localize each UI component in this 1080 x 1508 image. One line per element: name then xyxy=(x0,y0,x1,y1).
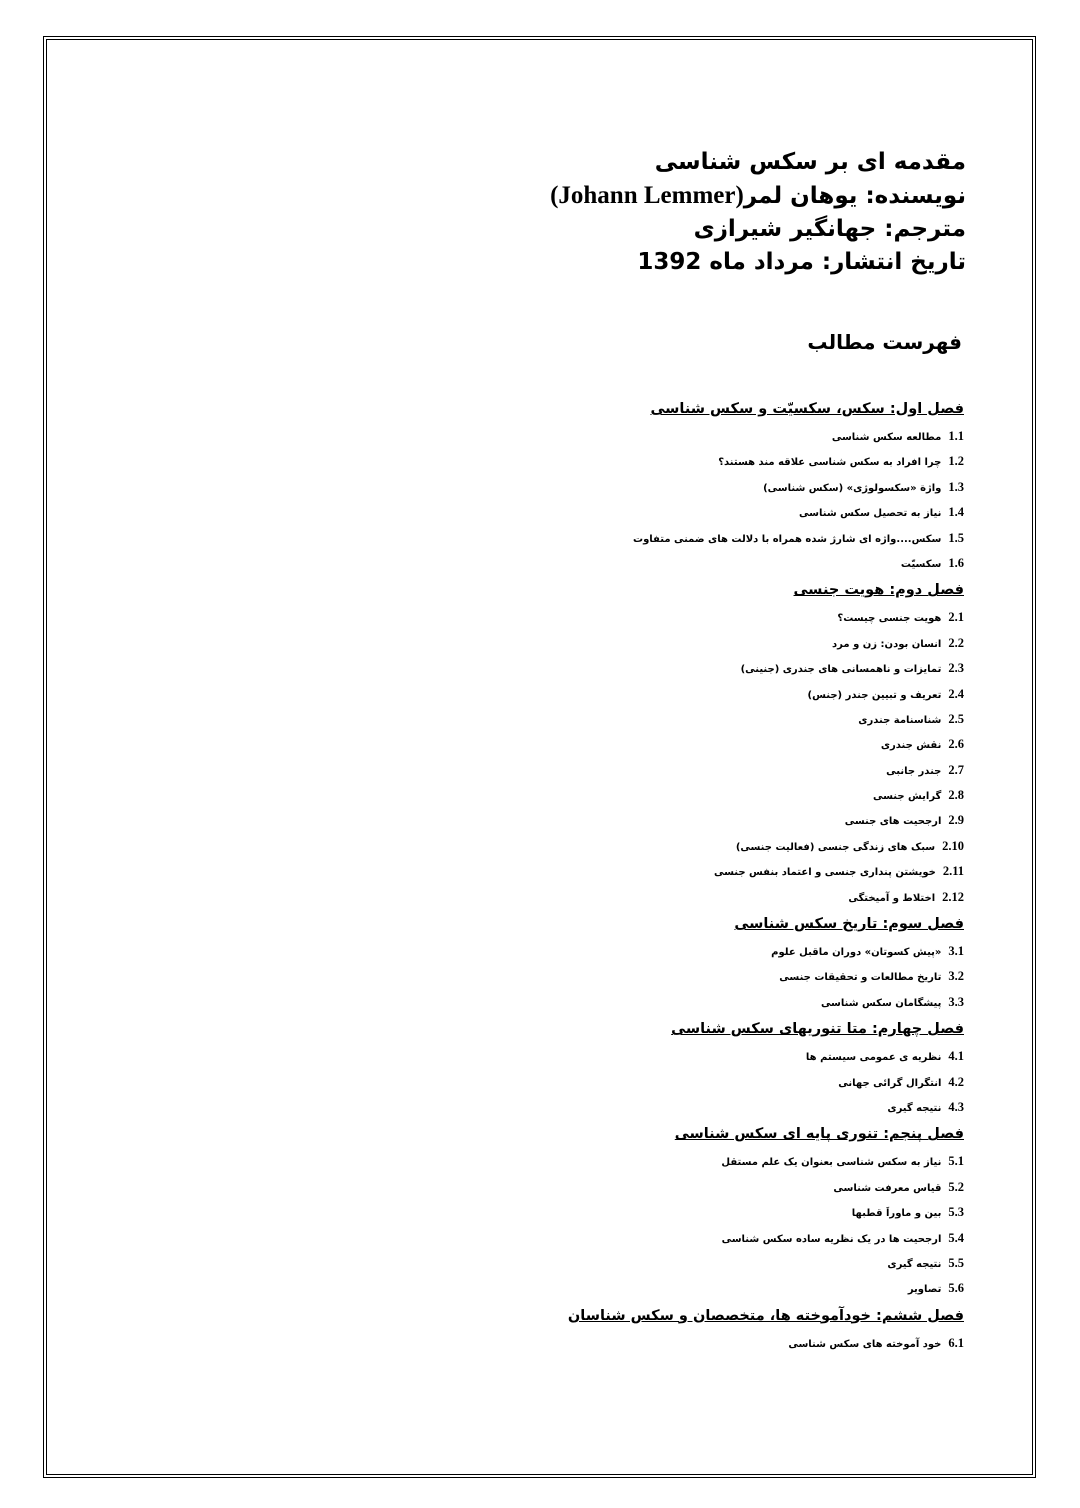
toc-entry-text: اختلاط و آمیختگی xyxy=(848,892,936,904)
book-title: مقدمه ای بر سکس شناسی xyxy=(654,149,966,175)
title-block xyxy=(550,146,966,279)
toc-entry[interactable] xyxy=(264,1251,964,1276)
toc-entry[interactable] xyxy=(264,1331,964,1356)
toc-entry-text: نقش جندری xyxy=(880,740,942,752)
toc-entry[interactable] xyxy=(264,885,964,910)
toc-entry[interactable] xyxy=(264,808,964,833)
toc-entry[interactable] xyxy=(264,1276,964,1301)
toc-entry[interactable] xyxy=(264,656,964,681)
toc-entry-text: تعریف و تبیین جندر (جنس) xyxy=(807,689,942,701)
toc-entry-number: 4.2 xyxy=(948,1074,964,1089)
toc-entry-text: نیاز به سکس شناسی بعنوان یک علم مستقل xyxy=(721,1157,942,1169)
toc-entry-number: 4.1 xyxy=(948,1049,964,1064)
toc-entry-number: 2.10 xyxy=(942,838,964,853)
toc-entry-text: واژة «سکسولوژی» (سکس شناسی) xyxy=(763,482,942,494)
toc-entry-text: انسان بودن: زن و مرد xyxy=(832,638,942,650)
toc-entry-number: 2.3 xyxy=(948,661,964,676)
toc-entry-number: 5.6 xyxy=(948,1281,964,1296)
toc-entry-number: 1.4 xyxy=(948,505,964,520)
toc-chapter-heading[interactable]: فصل اول: سکس، سکسیّت و سکس شناسی xyxy=(650,401,964,417)
toc-entry[interactable] xyxy=(264,551,964,576)
toc-entry-text: نتیجه گیری xyxy=(887,1258,942,1270)
toc-entry-number: 3.1 xyxy=(948,944,964,959)
toc-heading: فهرست مطالب xyxy=(807,330,962,354)
toc-entry-text: انتگرال گرائی جهانی xyxy=(838,1077,942,1089)
toc-chapter-heading[interactable]: فصل سوم: تاریخ سکس شناسی xyxy=(734,916,964,933)
toc-entry-number: 5.5 xyxy=(948,1255,964,1270)
toc-entry[interactable] xyxy=(264,758,964,783)
toc-entry[interactable] xyxy=(264,783,964,808)
toc-chapter-heading[interactable]: فصل چهارم: متا تنوریهای سکس شناسی xyxy=(671,1021,964,1038)
toc-entry-text: خویشتن پنداری جنسی و اعتماد بنفس جنسی xyxy=(713,867,936,879)
toc-entry-number: 6.1 xyxy=(948,1335,964,1350)
toc-entry-text: «پیش کسوتان» دوران ماقبل علوم xyxy=(771,947,942,959)
toc-entry-number: 2.12 xyxy=(942,889,964,904)
toc-entry-text: جندر جانبی xyxy=(886,765,942,777)
toc-entry[interactable] xyxy=(264,834,964,859)
toc-entry-text: نتیجه گیری xyxy=(887,1102,942,1114)
toc-entry[interactable] xyxy=(264,605,964,630)
toc-entry-text: سکسیّت xyxy=(900,558,942,570)
toc-entry-text: هویت جنسی چیست؟ xyxy=(837,613,942,625)
toc-entry[interactable] xyxy=(264,732,964,757)
toc-entry[interactable] xyxy=(264,859,964,884)
toc-entry[interactable] xyxy=(264,475,964,500)
toc-entry-number: 5.4 xyxy=(948,1230,964,1245)
toc-entry-text: نظریه ی عمومی سیستم ها xyxy=(805,1052,942,1064)
toc-entry-text: سبک های زندگی جنسی (فعالیت جنسی) xyxy=(735,841,936,853)
toc-entry[interactable] xyxy=(264,1226,964,1251)
toc-entry[interactable] xyxy=(264,964,964,989)
toc-entry-text: تصاویر xyxy=(907,1284,942,1296)
toc-entry-text: تمایزات و ناهمسانی های جندری (جنینی) xyxy=(740,664,942,676)
author-line xyxy=(550,179,966,213)
toc-chapter-heading[interactable]: فصل دوم: هویت جنسی xyxy=(793,582,964,599)
publish-date-line: تاریخ انتشار: مرداد ماه 1392 xyxy=(637,249,966,275)
toc-entry[interactable] xyxy=(264,526,964,551)
toc-entry-text: سکس....واژه ای شارژ شده همراه با دلالت های ضمنی متفاوت xyxy=(633,533,942,545)
toc-entry[interactable] xyxy=(264,682,964,707)
toc-entry-text: مطالعه سکس شناسی xyxy=(831,432,942,443)
toc-entry-number: 3.3 xyxy=(948,994,964,1009)
toc-entry-text: بین و ماوراَ قطبها xyxy=(851,1208,942,1220)
toc-entry-text: چرا افراد به سکس شناسی علاقه مند هستند؟ xyxy=(718,457,942,469)
toc-entry[interactable] xyxy=(264,939,964,964)
toc-entry[interactable] xyxy=(264,990,964,1015)
toc-entry[interactable] xyxy=(264,1095,964,1120)
translator-line: مترجم: جهانگیر شیرازی xyxy=(693,216,966,242)
toc-entry-text: قیاس معرفت شناسی xyxy=(833,1182,942,1194)
toc-chapter-heading[interactable]: فصل پنجم: تنوری پایه ای سکس شناسی xyxy=(674,1126,964,1143)
toc-entry-number: 4.3 xyxy=(948,1099,964,1114)
toc-entry[interactable] xyxy=(264,500,964,525)
toc-entry[interactable] xyxy=(264,1149,964,1174)
toc-entry-number: 2.1 xyxy=(948,610,964,625)
toc-entry[interactable] xyxy=(264,1070,964,1095)
toc-entry-number: 2.7 xyxy=(948,762,964,777)
toc-entry-number: 2.9 xyxy=(948,813,964,828)
toc-entry-number: 2.11 xyxy=(942,864,964,879)
toc-entry-number: 2.8 xyxy=(948,788,964,803)
toc-entry-number: 2.2 xyxy=(948,635,964,650)
toc-entry-number: 5.1 xyxy=(948,1154,964,1169)
toc-entry-number: 3.2 xyxy=(948,969,964,984)
toc-entry-number: 2.4 xyxy=(948,686,964,701)
toc-entry-number: 5.3 xyxy=(948,1205,964,1220)
toc-entry-text: تاریخ مطالعات و تحقیقات جنسی xyxy=(779,972,942,984)
toc-entry-number: 1.6 xyxy=(948,555,964,570)
toc-chapter-heading[interactable]: فصل ششم: خودآموخته ها، متخصصان و سکس شناسان xyxy=(567,1307,964,1324)
toc-entry-number: 5.2 xyxy=(948,1179,964,1194)
toc-entry[interactable] xyxy=(264,631,964,656)
toc-entry[interactable] xyxy=(264,1044,964,1069)
table-of-contents xyxy=(264,395,964,1356)
toc-entry-number: 1.2 xyxy=(948,454,964,469)
toc-entry[interactable] xyxy=(264,424,964,449)
author-name: نویسنده: یوهان لمر xyxy=(743,183,966,209)
toc-entry-number: 1.1 xyxy=(948,429,964,443)
toc-entry-text: خود آموخته های سکس شناسی xyxy=(788,1338,942,1350)
toc-entry[interactable] xyxy=(264,707,964,732)
toc-entry[interactable] xyxy=(264,1175,964,1200)
toc-entry-text: پیشگامان سکس شناسی xyxy=(820,997,942,1009)
toc-entry-number: 2.6 xyxy=(948,737,964,752)
toc-entry-text: ارجحیت ها در یک نظریه ساده سکس شناسی xyxy=(721,1233,942,1245)
author-latin-name: (Johann Lemmer) xyxy=(550,182,744,209)
toc-entry-text: ارجحیت های جنسی xyxy=(844,816,942,828)
toc-entry-text: شناسنامة جندری xyxy=(858,714,942,726)
toc-entry-text: نیاز به تحصیل سکس شناسی xyxy=(799,508,942,520)
toc-entry-number: 2.5 xyxy=(948,711,964,726)
toc-entry[interactable] xyxy=(264,449,964,474)
toc-entry-number: 1.3 xyxy=(948,479,964,494)
toc-entry-text: گرایش جنسی xyxy=(872,791,942,803)
toc-entry-number: 1.5 xyxy=(948,530,964,545)
toc-entry[interactable] xyxy=(264,1200,964,1225)
